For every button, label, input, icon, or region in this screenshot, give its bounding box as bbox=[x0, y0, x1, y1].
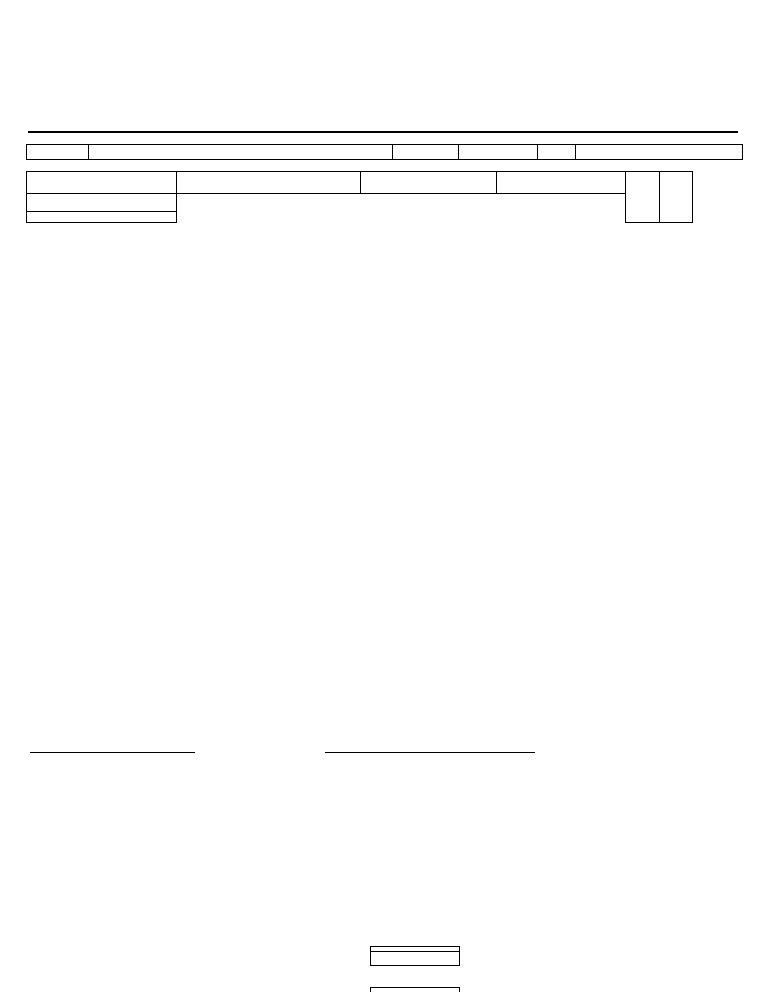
lower-higher-header bbox=[361, 172, 497, 194]
subject-table bbox=[26, 144, 743, 160]
subject-value bbox=[89, 145, 393, 160]
head-signature-line bbox=[325, 752, 535, 753]
subject-label bbox=[27, 145, 89, 160]
quarter-label bbox=[538, 145, 576, 160]
form-code-box-2 bbox=[370, 987, 460, 992]
teacher-signature-line bbox=[30, 752, 195, 753]
header-rule bbox=[28, 131, 738, 133]
no-items-header bbox=[626, 172, 660, 223]
lots-header bbox=[177, 172, 361, 194]
hots-header bbox=[497, 172, 626, 194]
form-code-box bbox=[370, 946, 460, 966]
items-label bbox=[393, 145, 459, 160]
issue-date bbox=[371, 952, 459, 965]
lessons-header bbox=[27, 172, 177, 194]
blooms-label bbox=[27, 212, 177, 223]
form-code-2 bbox=[371, 988, 459, 992]
pct-items-header bbox=[660, 172, 693, 223]
types-label bbox=[27, 193, 177, 211]
quarter-value bbox=[576, 145, 743, 160]
specification-table-top bbox=[26, 171, 693, 223]
items-value bbox=[459, 145, 538, 160]
